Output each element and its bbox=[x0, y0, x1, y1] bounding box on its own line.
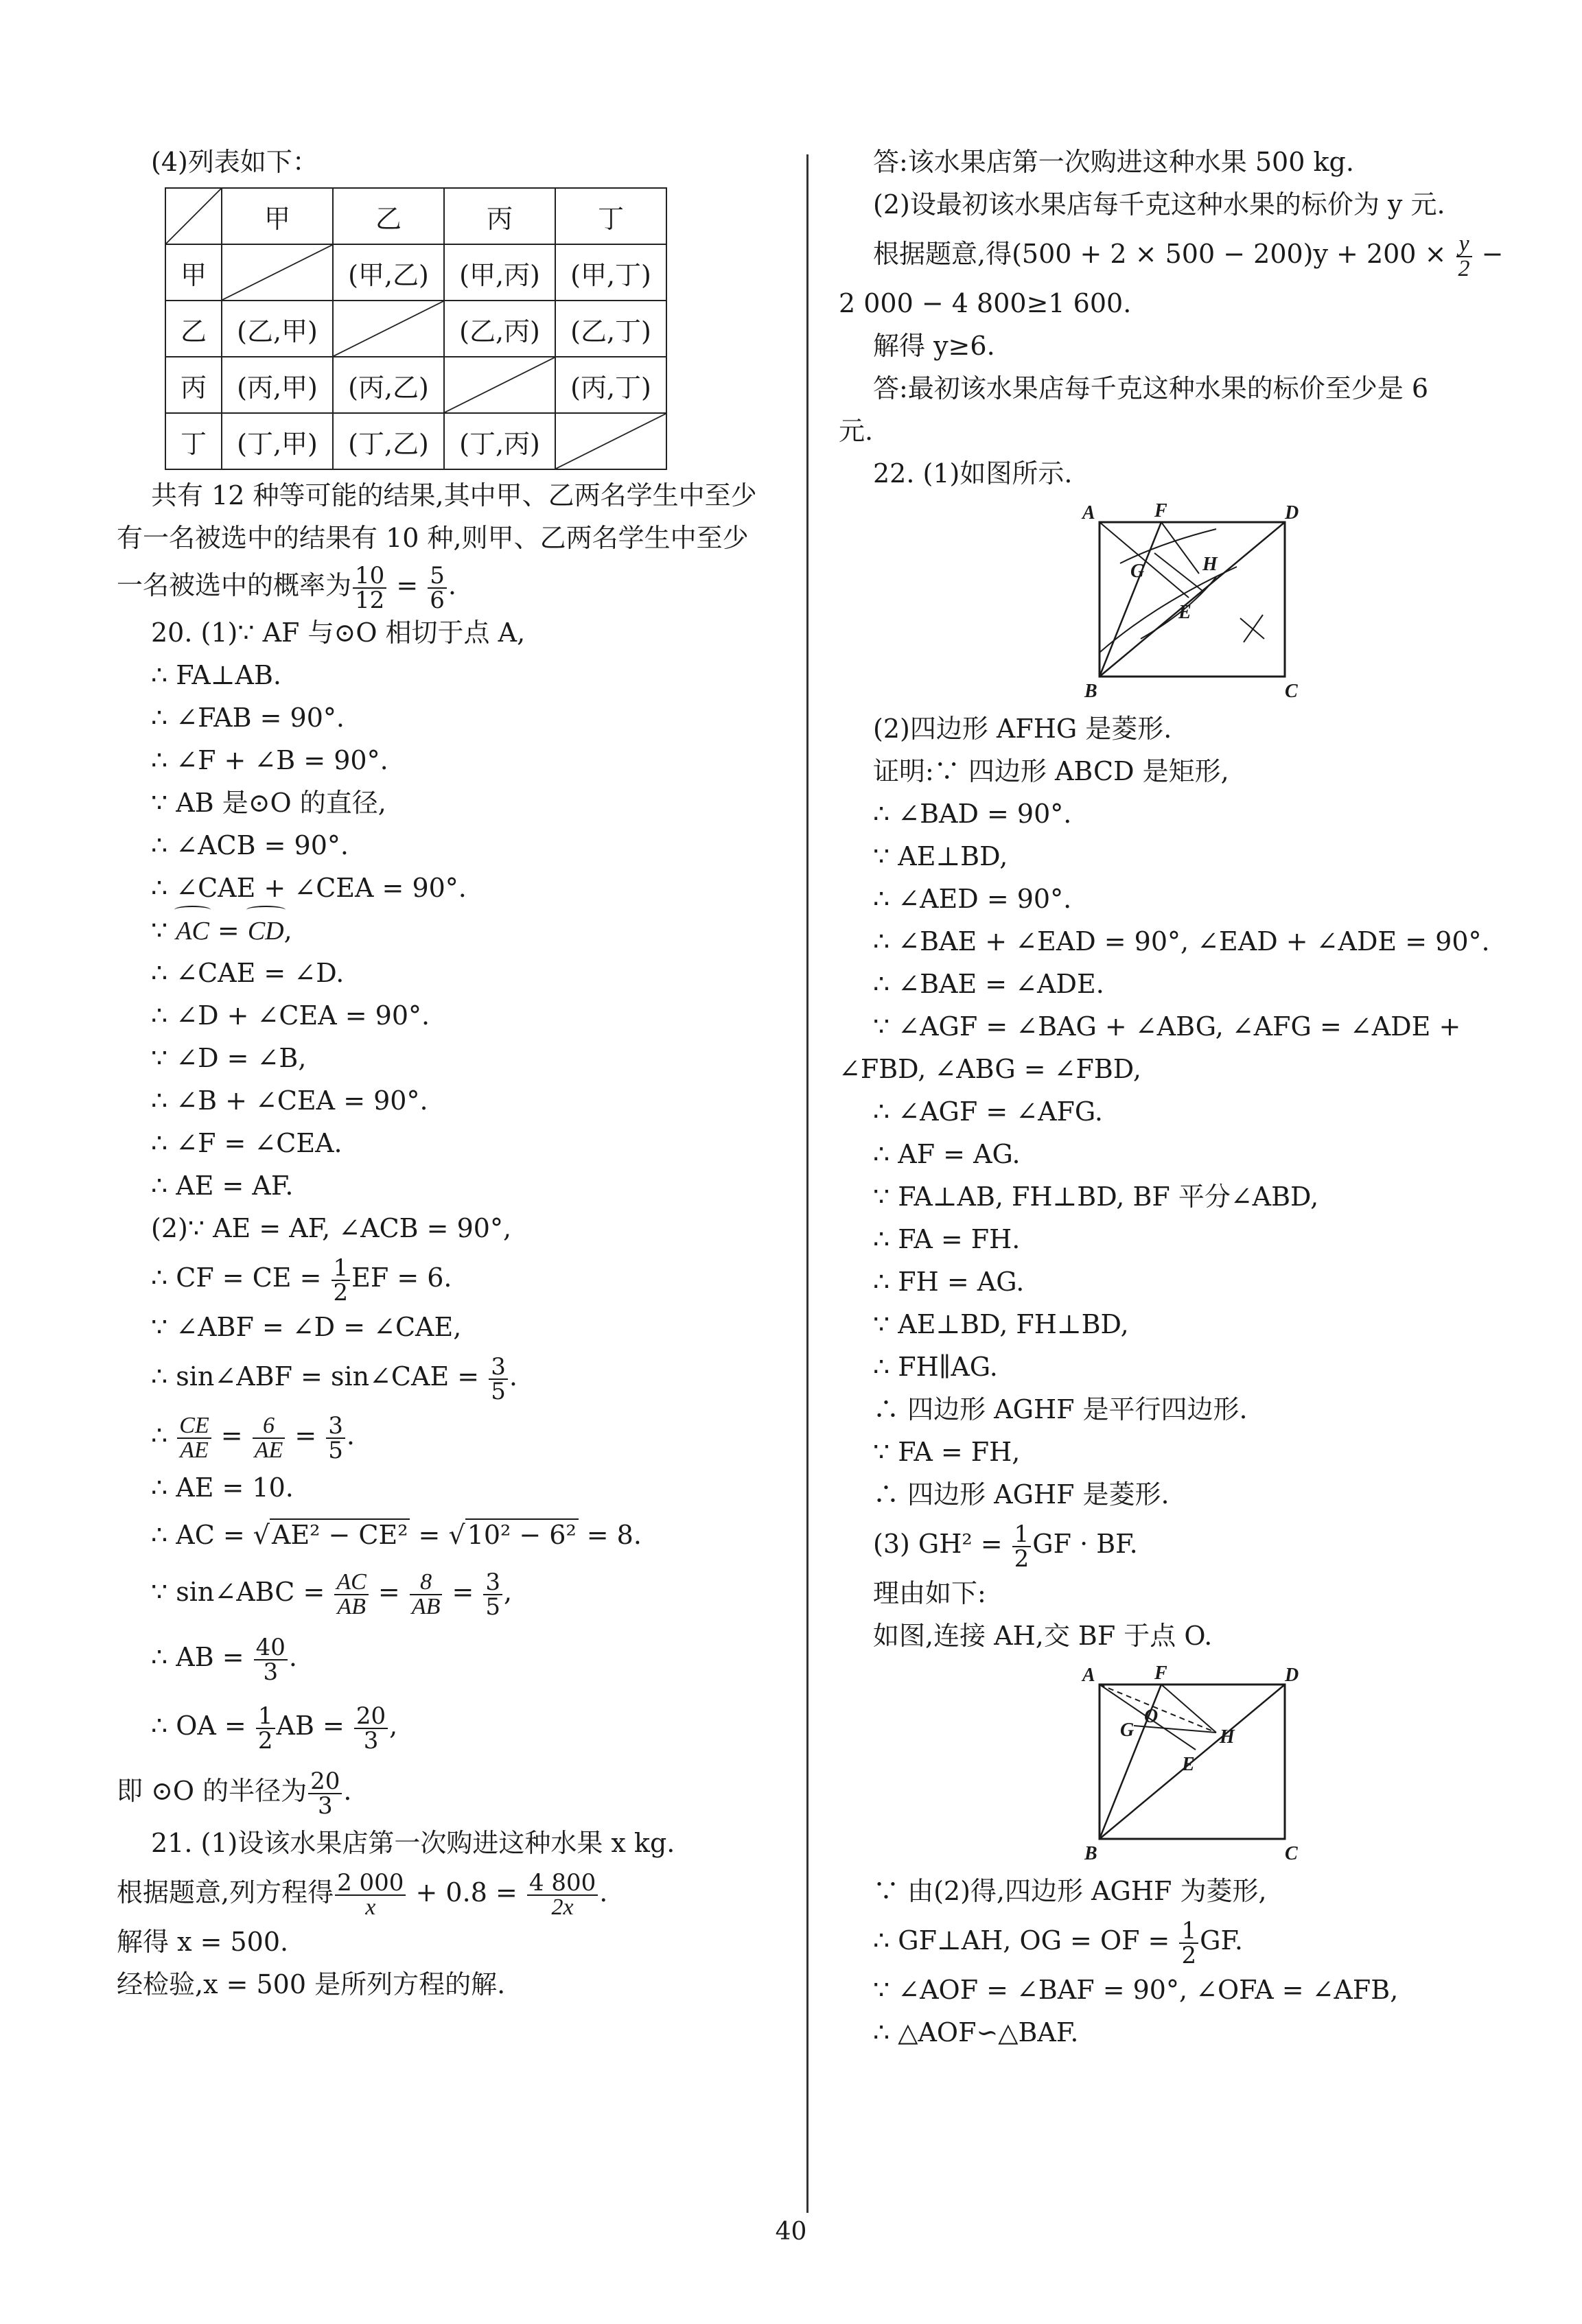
proof-line: ∵ ∠ABF = ∠D = ∠CAE, bbox=[151, 1312, 462, 1342]
label-d: D bbox=[1285, 502, 1299, 524]
label-f: F bbox=[1154, 1664, 1167, 1684]
table-header-cell: 乙 bbox=[333, 188, 444, 244]
proof-line: ∴ ∠B + ∠CEA = 90°. bbox=[151, 1085, 428, 1116]
fraction-num: 1 bbox=[1179, 1919, 1198, 1944]
answer-line: 答:最初该水果店每千克这种水果的标价至少是 6 bbox=[873, 373, 1429, 403]
label-e: E bbox=[1182, 1754, 1195, 1775]
text: . bbox=[288, 1642, 297, 1672]
proof-line: ∴ ∠BAE = ∠ADE. bbox=[873, 969, 1104, 999]
proof-line: ∵ AE⊥BD, bbox=[873, 841, 1008, 871]
proof-line: ∴ FH∥AG. bbox=[873, 1352, 998, 1382]
proof-line bbox=[839, 1912, 1546, 1969]
inequality-line bbox=[839, 226, 1546, 282]
table-header-row bbox=[165, 188, 666, 244]
label-g: G bbox=[1130, 561, 1145, 582]
arc-cd: CD bbox=[248, 910, 284, 952]
fraction-num: 8 bbox=[410, 1571, 443, 1595]
fraction-num: AC bbox=[334, 1571, 368, 1595]
label-a: A bbox=[1082, 502, 1095, 524]
fraction-den: x bbox=[365, 1894, 376, 1920]
fraction-num: 10 bbox=[353, 564, 386, 589]
answer-line: (2)设最初该水果店每千克这种水果的标价为 y 元. bbox=[873, 189, 1445, 220]
text: ∴ AB = bbox=[151, 1642, 253, 1672]
fraction-num: 6 bbox=[253, 1414, 286, 1439]
text: AB = bbox=[276, 1711, 353, 1741]
fraction bbox=[334, 1571, 368, 1619]
fraction-num: CE bbox=[177, 1414, 211, 1439]
fraction-den: 6 bbox=[430, 586, 445, 614]
fraction-num: 40 bbox=[254, 1636, 288, 1660]
table-row-label: 甲 bbox=[165, 244, 222, 301]
text: 即 ⊙O 的半径为 bbox=[117, 1776, 307, 1806]
sqrt-content: AE² − CE² bbox=[270, 1518, 410, 1550]
table-row-label: 丁 bbox=[165, 413, 222, 469]
fraction-den: 5 bbox=[485, 1593, 501, 1621]
table-row bbox=[165, 301, 666, 357]
fraction-den: 2 bbox=[333, 1278, 349, 1306]
sqrt-content: 10² − 6² bbox=[465, 1518, 579, 1550]
column-divider bbox=[806, 154, 809, 2213]
proof-line bbox=[839, 1516, 1546, 1572]
table-header-cell: 丁 bbox=[555, 188, 666, 244]
label-a: A bbox=[1082, 1665, 1095, 1686]
text: ∴ CF = CE = bbox=[151, 1263, 330, 1293]
table-cell: (丙,丁) bbox=[555, 357, 666, 413]
probability-line: 一名被选中的概率为 $\frac{10}{12}$ = $\frac{5}{6}$ . bbox=[117, 561, 457, 614]
text: 根据题意,得(500 + 2 × 500 − 200)y + 200 × bbox=[873, 239, 1455, 269]
table-header-cell: 丙 bbox=[444, 188, 555, 244]
label-f: F bbox=[1154, 502, 1167, 521]
text: + 0.8 = bbox=[407, 1877, 526, 1908]
proof-line: ∴ ∠D + ∠CEA = 90°. bbox=[151, 1000, 430, 1031]
answer-line: 元. bbox=[839, 416, 874, 446]
proof-line: (2)四边形 AFHG 是菱形. bbox=[873, 714, 1172, 744]
fraction-num: 20 bbox=[308, 1770, 342, 1794]
table-corner-cell bbox=[165, 188, 222, 244]
fraction-den: 3 bbox=[317, 1792, 333, 1820]
text: ∴ GF⊥AH, OG = OF = bbox=[873, 1925, 1178, 1956]
text: GF · BF. bbox=[1032, 1529, 1138, 1559]
page-number: 40 bbox=[775, 2218, 807, 2246]
proof-line: (2)∵ AE = AF, ∠ACB = 90°, bbox=[151, 1213, 512, 1243]
fraction-den: AB bbox=[337, 1593, 366, 1619]
label-e: E bbox=[1178, 602, 1191, 623]
fraction-num: 1 bbox=[331, 1256, 351, 1281]
proof-line: 如图,连接 AH,交 BF 于点 O. bbox=[873, 1621, 1213, 1651]
text: . bbox=[343, 1776, 352, 1806]
table-row bbox=[165, 357, 666, 413]
fraction bbox=[483, 1568, 502, 1621]
proof-line: ∴ AF = AG. bbox=[873, 1139, 1021, 1169]
answer-line: 答:该水果店第一次购进这种水果 500 kg. bbox=[873, 147, 1354, 177]
fraction-num: 5 bbox=[428, 564, 447, 589]
label-c: C bbox=[1285, 681, 1298, 701]
fraction-num: y bbox=[1456, 233, 1472, 257]
proof-line: ∴ ∠AED = 90°. bbox=[873, 884, 1072, 914]
label-b: B bbox=[1084, 1843, 1097, 1863]
fraction bbox=[177, 1414, 211, 1462]
fraction-den: AE bbox=[180, 1437, 209, 1463]
text: ∵ bbox=[151, 915, 176, 946]
text: , bbox=[389, 1711, 398, 1741]
proof-line: ∵ ∠D = ∠B, bbox=[151, 1043, 307, 1073]
probability-text: 一名被选中的概率为 bbox=[117, 570, 352, 600]
check-line: 经检验,x = 500 是所列方程的解. bbox=[117, 1969, 506, 1999]
fraction bbox=[254, 1633, 288, 1686]
proof-line: ∴ FH = AG. bbox=[873, 1267, 1025, 1297]
construction-mark bbox=[1244, 615, 1263, 642]
fraction-den: 2x bbox=[551, 1894, 574, 1920]
proof-line: ∵ sin∠ABC = $\frac{AC}{AB}$ = $\frac{8}{AB}$ = $\frac{3}{5}$ , bbox=[151, 1568, 513, 1621]
text: ∴ sin∠ABF = sin∠CAE = bbox=[151, 1361, 488, 1392]
table-cell: (丁,乙) bbox=[333, 413, 444, 469]
text: (3) GH² = bbox=[873, 1529, 1011, 1559]
paragraph-line: 有一名被选中的结果有 10 种,则甲、乙两名学生中至少 bbox=[117, 523, 749, 553]
proof-line bbox=[117, 1249, 789, 1306]
equation-line bbox=[117, 1864, 789, 1921]
table-cell: (丁,甲) bbox=[222, 413, 333, 469]
proof-line: 20. (1)∵ AF 与⊙O 相切于点 A, bbox=[151, 618, 526, 648]
proof-line: ∴ ∠CAE = ∠D. bbox=[151, 958, 345, 988]
table-cell: (乙,甲) bbox=[222, 301, 333, 357]
fraction bbox=[428, 561, 447, 614]
segment-fh bbox=[1161, 1685, 1216, 1733]
proof-line: ∴ 四边形 AGHF 是平行四边形. bbox=[873, 1394, 1248, 1424]
proof-line: ∴ FA = FH. bbox=[873, 1224, 1021, 1254]
proof-line: ∵ FA⊥AB, FH⊥BD, BF 平分∠ABD, bbox=[873, 1182, 1319, 1212]
proof-line: ∵ FA = FH, bbox=[873, 1437, 1021, 1467]
construction-arc bbox=[1120, 529, 1216, 563]
fraction-num: 2 000 bbox=[335, 1871, 406, 1896]
proof-line: ∴ FA⊥AB. bbox=[151, 660, 281, 690]
fraction-den: 2 bbox=[1458, 255, 1470, 281]
table-cell: (甲,丙) bbox=[444, 244, 555, 301]
fraction-num: 3 bbox=[489, 1355, 508, 1380]
table-cell bbox=[222, 244, 333, 301]
label-h: H bbox=[1202, 554, 1218, 575]
table-row bbox=[165, 244, 666, 301]
proof-line: ∴ ∠FAB = 90°. bbox=[151, 703, 345, 733]
text: 根据题意,列方程得 bbox=[117, 1877, 334, 1908]
table-header-cell: 甲 bbox=[222, 188, 333, 244]
outcome-table bbox=[165, 187, 667, 470]
fraction bbox=[253, 1414, 286, 1462]
left-column bbox=[117, 141, 789, 2006]
table-intro: (4)列表如下： bbox=[151, 147, 318, 177]
label-c: C bbox=[1285, 1843, 1298, 1863]
fraction-den: 2 bbox=[1181, 1941, 1197, 1969]
segment-gh bbox=[1154, 553, 1202, 591]
proof-line bbox=[117, 1623, 789, 1691]
proof-line: ∴ AE = AF. bbox=[151, 1171, 294, 1201]
text: = bbox=[209, 915, 248, 946]
proof-line-arc bbox=[117, 909, 789, 952]
fraction bbox=[1012, 1520, 1032, 1573]
proof-line: ∴ AC = √AE² − CE² = √10² − 6² = 8. bbox=[151, 1520, 642, 1550]
answer-line: 解得 y≥6. bbox=[873, 331, 995, 361]
fraction bbox=[1456, 233, 1472, 281]
label-o: O bbox=[1144, 1706, 1159, 1727]
fraction-num: 1 bbox=[1012, 1523, 1032, 1547]
label-g: G bbox=[1120, 1719, 1135, 1741]
table-cell: (丁,丙) bbox=[444, 413, 555, 469]
fraction bbox=[1179, 1916, 1198, 1969]
fraction bbox=[489, 1352, 508, 1405]
fraction-den: 12 bbox=[355, 586, 385, 614]
fraction-num: 3 bbox=[483, 1571, 502, 1595]
proof-line: ∴ △AOF∽△BAF. bbox=[873, 2017, 1079, 2047]
table-cell bbox=[333, 301, 444, 357]
proof-line: ∴ ∠AGF = ∠AFG. bbox=[873, 1096, 1103, 1127]
proof-line: 理由如下: bbox=[873, 1578, 986, 1608]
table-cell: (乙,丁) bbox=[555, 301, 666, 357]
proof-line: ∵ 由(2)得,四边形 AGHF 为菱形, bbox=[873, 1876, 1267, 1906]
text: GF. bbox=[1200, 1925, 1244, 1956]
answer-line: 2 000 − 4 800≥1 600. bbox=[839, 288, 1132, 318]
segment-ae bbox=[1100, 522, 1189, 598]
proof-line: ∴ $\frac{CE}{AE}$ = $\frac{6}{AE}$ = $\frac{3}{5}$ . bbox=[151, 1411, 355, 1464]
proof-line: ∴ ∠BAD = 90°. bbox=[873, 799, 1072, 829]
fraction bbox=[256, 1704, 275, 1752]
proof-line bbox=[117, 1760, 789, 1822]
proof-line: ∴ ∠CAE + ∠CEA = 90°. bbox=[151, 873, 467, 903]
figure-construction bbox=[1079, 502, 1305, 701]
text: . bbox=[509, 1361, 517, 1392]
fraction-den: 2 bbox=[1014, 1545, 1030, 1573]
table-cell: (乙,丙) bbox=[444, 301, 555, 357]
text: ∴ AC = bbox=[151, 1520, 253, 1550]
text: , bbox=[283, 915, 292, 946]
fraction-den: AE bbox=[254, 1437, 283, 1463]
fraction-den: 3 bbox=[263, 1658, 279, 1686]
proof-line bbox=[117, 1348, 789, 1405]
fraction bbox=[354, 1704, 388, 1752]
proof-line: ∵ ∠AGF = ∠BAG + ∠ABG, ∠AFG = ∠ADE + bbox=[873, 1011, 1461, 1042]
proof-line: ∴ ∠F + ∠B = 90°. bbox=[151, 745, 388, 775]
fraction-num: 20 bbox=[354, 1704, 388, 1729]
figure-rhombus bbox=[1079, 1664, 1305, 1863]
text: = 8. bbox=[578, 1520, 642, 1550]
fraction-den: 2 bbox=[257, 1726, 273, 1754]
text: . bbox=[599, 1877, 608, 1908]
text: . bbox=[346, 1420, 355, 1451]
table-cell: (丙,甲) bbox=[222, 357, 333, 413]
proof-line: ∴ ∠F = ∠CEA. bbox=[151, 1128, 342, 1158]
table-cell: (丙,乙) bbox=[333, 357, 444, 413]
paragraph-line: 共有 12 种等可能的结果,其中甲、乙两名学生中至少 bbox=[151, 480, 757, 510]
problem-21-line: 21. (1)设该水果店第一次购进这种水果 x kg. bbox=[151, 1828, 675, 1858]
text: ∵ sin∠ABC = bbox=[151, 1577, 334, 1607]
fraction bbox=[308, 1767, 342, 1820]
proof-line: ∠FBD, ∠ABG = ∠FBD, bbox=[839, 1054, 1141, 1084]
proof-line: ∴ 四边形 AGHF 是菱形. bbox=[873, 1479, 1170, 1510]
proof-line: 证明:∵ 四边形 ABCD 是矩形, bbox=[873, 756, 1229, 786]
proof-line: ∵ ∠AOF = ∠BAF = 90°, ∠OFA = ∠AFB, bbox=[873, 1975, 1399, 2005]
fraction-den: 5 bbox=[491, 1377, 506, 1405]
proof-line: ∴ ∠ACB = 90°. bbox=[151, 830, 349, 860]
fraction bbox=[326, 1411, 345, 1464]
text: ∴ bbox=[151, 1420, 176, 1451]
table-cell bbox=[444, 357, 555, 413]
fraction bbox=[410, 1571, 443, 1619]
table-cell: (甲,乙) bbox=[333, 244, 444, 301]
label-b: B bbox=[1084, 681, 1097, 701]
right-column bbox=[839, 141, 1546, 2054]
proof-line bbox=[117, 1691, 789, 1760]
fraction-den: AB bbox=[411, 1593, 441, 1619]
proof-line: ∵ AE⊥BD, FH⊥BD, bbox=[873, 1309, 1129, 1339]
proof-line: ∵ AB 是⊙O 的直径, bbox=[151, 788, 386, 818]
fraction bbox=[527, 1868, 598, 1920]
problem-22-line: 22. (1)如图所示. bbox=[873, 458, 1073, 489]
segment-bf bbox=[1100, 522, 1161, 677]
text: − bbox=[1473, 239, 1504, 269]
fraction-num: 1 bbox=[256, 1704, 275, 1729]
arc-ac: AC bbox=[176, 910, 209, 952]
text: = bbox=[410, 1520, 449, 1550]
fraction-den: 3 bbox=[363, 1726, 379, 1754]
fraction bbox=[353, 561, 386, 614]
text: , bbox=[504, 1577, 513, 1607]
construction-mark bbox=[1240, 618, 1264, 639]
table-cell: (甲,丁) bbox=[555, 244, 666, 301]
label-h: H bbox=[1220, 1726, 1235, 1748]
table-row-label: 乙 bbox=[165, 301, 222, 357]
text: ∴ OA = bbox=[151, 1711, 255, 1741]
table-row-label: 丙 bbox=[165, 357, 222, 413]
table-row bbox=[165, 413, 666, 469]
segment-fh bbox=[1161, 522, 1199, 574]
fraction bbox=[331, 1256, 351, 1304]
fraction-den: 5 bbox=[328, 1436, 343, 1464]
table-cell bbox=[555, 413, 666, 469]
fraction-num: 4 800 bbox=[527, 1871, 598, 1896]
fraction bbox=[335, 1868, 406, 1920]
solution-line: 解得 x = 500. bbox=[117, 1927, 289, 1957]
fraction-num: 3 bbox=[326, 1414, 345, 1439]
text: EF = 6. bbox=[351, 1263, 452, 1293]
proof-line: ∴ ∠BAE + ∠EAD = 90°, ∠EAD + ∠ADE = 90°. bbox=[873, 926, 1490, 956]
proof-line: ∴ AE = 10. bbox=[151, 1472, 294, 1503]
label-d: D bbox=[1285, 1665, 1299, 1686]
